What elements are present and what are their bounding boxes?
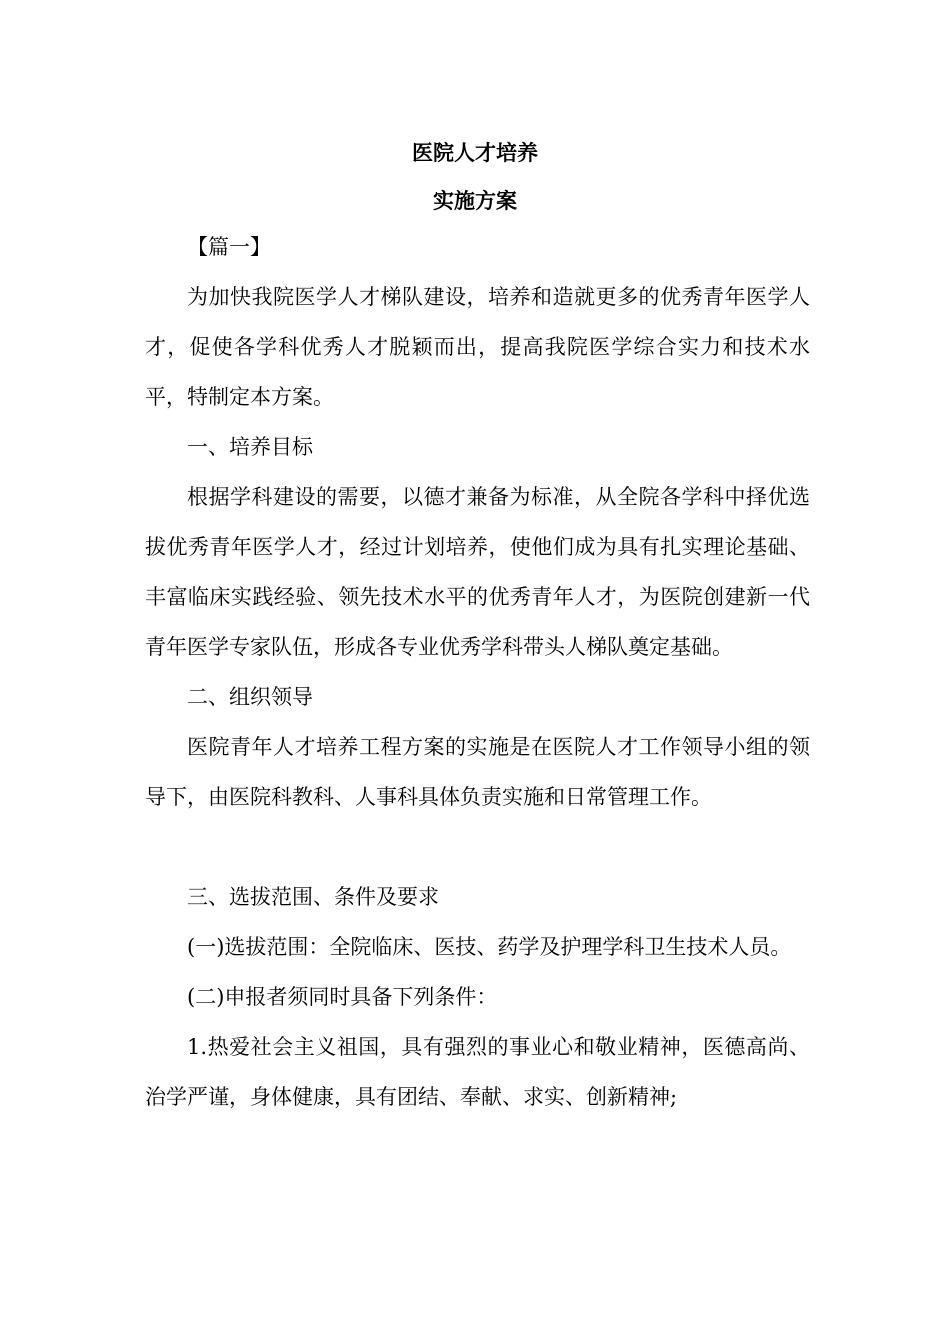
organization-paragraph: 医院青年人才培养工程方案的实施是在医院人才工作领导小组的领导下，由医院科教科、人事科具体负责实施和日常管理工作。	[145, 735, 810, 809]
intro-paragraph: 为加快我院医学人才梯队建设，培养和造就更多的优秀青年医学人才，促使各学科优秀人才脱颖而出，提高我院医学综合实力和技术水平，特制定本方案。	[145, 285, 810, 409]
document-body	[145, 222, 810, 1122]
document-title: 医院人才培养	[412, 141, 538, 165]
training-goal-paragraph: 根据学科建设的需要，以德才兼备为标准，从全院各学科中择优选拔优秀青年医学人才，经过计划培养，使他们成为具有扎实理论基础、丰富临床实践经验、领先技术水平的优秀青年人才，为医院创建新一代青年医学专家队伍，形成各专业优秀学科带头人梯队奠定基础。	[145, 485, 810, 659]
condition-item-1: 1.热爱社会主义祖国，具有强烈的事业心和敬业精神，医德高尚、治学严谨，身体健康，具有团结、奉献、求实、创新精神;	[145, 1035, 810, 1109]
section-marker: 【篇一】	[187, 235, 271, 259]
conditions-intro: (二)申报者须同时具备下列条件：	[187, 985, 498, 1009]
paragraph-gap	[145, 822, 810, 872]
document-subtitle: 实施方案	[433, 189, 517, 213]
heading-training-goal: 一、培养目标	[187, 435, 313, 459]
selection-scope-paragraph: (一)选拔范围：全院临床、医技、药学及护理学科卫生技术人员。	[187, 935, 792, 959]
heading-organization: 二、组织领导	[187, 685, 313, 709]
heading-selection: 三、选拔范围、条件及要求	[187, 885, 439, 909]
